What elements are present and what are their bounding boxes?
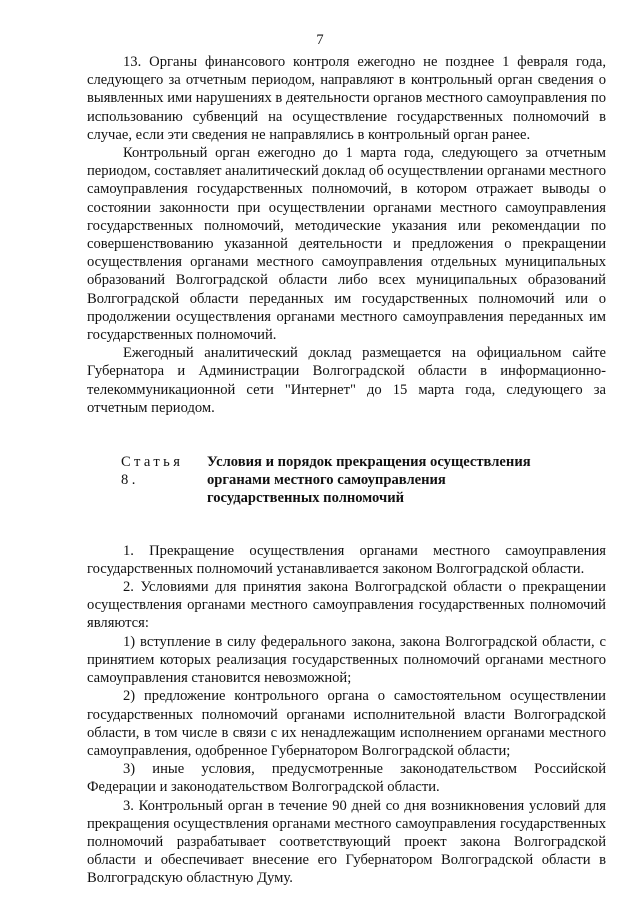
article-heading (87, 453, 606, 508)
subitem-2: 2) предложение контрольного органа о самостоятельном осуществлении государственных полномочий органами исполнительной власти Волгоградской области, в том числе в связи с их ненадлежащим исполнением органами местного самоуправления, одобренное Губернатором Волгоградской области; (87, 688, 606, 759)
article-label: Статья 8. (121, 454, 184, 489)
paragraph-report-publication: Ежегодный аналитический доклад размещается на официальном сайте Губернатора и Администрации Волгоградской области в информационно-телекоммуникационной сети "Интернет" до 15 марта года, следующего за отчетным периодом. (87, 345, 606, 416)
article-title-line: органами местного самоуправления (207, 472, 446, 489)
article-title-line: государственных полномочий (207, 490, 405, 507)
paragraph-1: 1. Прекращение осуществления органами местного самоуправления государственных полномочий устанавливается законом Волгоградской области. (87, 542, 606, 577)
paragraph-analytical-report: Контрольный орган ежегодно до 1 марта года, следующего за отчетным периодом, составляет аналитический доклад об осуществлении органами местного самоуправления государственных полномочий, в котором отражает выводы о состоянии законности при осуществлении органами местного самоуправления государственных полномочий, методические указания или рекомендации по совершенствованию указанной деятельности и предложения о прекращении осуществления органами местного самоуправления отдельных муниципальных образований Волгоградской области либо всех муниципальных образований Волгоградской области переданных им государственных полномочий или о продолжении осуществления органами местного самоуправления переданных им государственных полномочий. (87, 145, 607, 344)
paragraph-3: 3. Контрольный орган в течение 90 дней со дня возникновения условий для прекращения осуществления органами местного самоуправления государственных полномочий разрабатывает соответствующий проект закона Волгоградской области и обеспечивает внесение его Губернатором Волгоградской области в Волгоградскую областную Думу. (87, 797, 606, 887)
article-title (207, 453, 547, 508)
subitem-1: 1) вступление в силу федерального закона, закона Волгоградской области, с принятием которых реализация государственных полномочий органами местного самоуправления становится невозможной; (87, 633, 606, 687)
article-title-line: Условия и порядок прекращения осуществления (207, 454, 531, 471)
page-number: 7 (316, 32, 324, 48)
spacer (87, 508, 606, 542)
paragraph-2: 2. Условиями для принятия закона Волгоградской области о прекращении осуществления органами местного самоуправления государственных полномочий являются: (87, 579, 606, 632)
paragraph-13: 13. Органы финансового контроля ежегодно не позднее 1 февраля года, следующего за отчетным периодом, направляют в контрольный орган сведения о выявленных ими нарушениях в деятельности органов местного самоуправления по использованию субвенций на осуществление государственных полномочий в случае, если эти сведения не направлялись в контрольный орган ранее. (87, 54, 606, 143)
spacer (87, 417, 606, 453)
document-body (87, 53, 606, 888)
subitem-3: 3) иные условия, предусмотренные законодательством Российской Федерации и законодательством Волгоградской области. (87, 761, 606, 796)
